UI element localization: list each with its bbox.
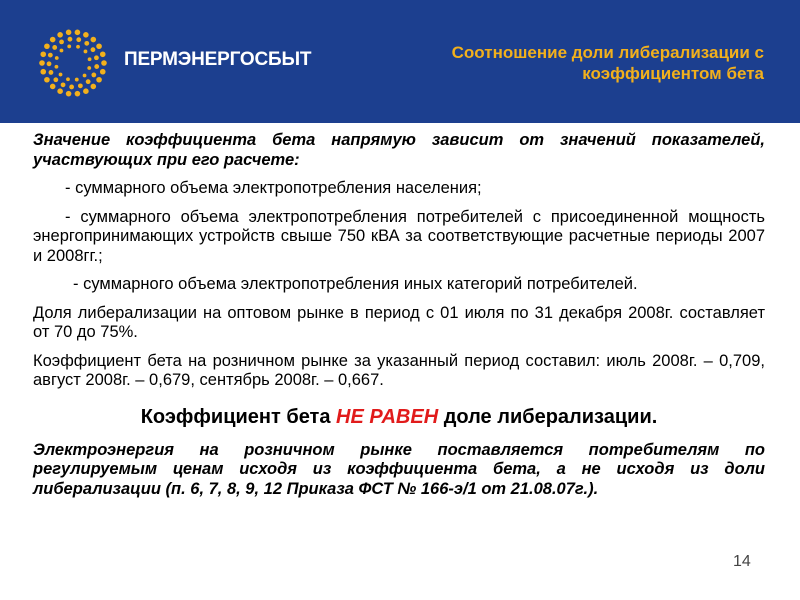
logo-dot [91,37,97,43]
logo-dot [91,47,96,52]
key-statement-highlight: НЕ РАВЕН [336,405,439,428]
logo-dot [100,51,106,57]
logo-dot [57,88,63,94]
logo-dot [96,77,102,83]
logo-dot [52,45,57,50]
logo-dot [75,30,81,36]
logo-dot [83,88,89,94]
logo-dot [60,49,64,53]
logo-dot [59,73,63,77]
header-bar [0,0,800,123]
logo-dot [91,84,97,90]
logo-dot [53,77,58,82]
logo-dot [94,64,99,69]
brand-name: ПЕРМЭНЕРГОСБЫТ [124,49,312,70]
logo-dot [66,77,70,81]
bullet-other-consumers: - суммарного объема электропотребления иных категорий потребителей. [73,275,638,293]
logo-dot [44,77,50,83]
logo-dot [66,30,72,36]
key-statement-part1: Коэффициент бета [140,405,337,428]
logo-dot [44,43,50,49]
logo-dot [91,73,96,78]
logo-dot [55,65,59,69]
logo-dot [96,43,102,49]
logo-dot [75,78,79,82]
logo-dot [67,45,71,49]
key-statement-part3: доле либерализации. [438,405,658,428]
liberalization-share-text: Доля либерализации на оптовом рынке в период с 01 июля по 31 декабря 2008г. составляет от 70 до 75%. [33,303,765,341]
key-statement [33,405,765,429]
beta-values-text: Коэффициент бета на розничном рынке за указанный период составил: июль 2008г. – 0,709, август 2008г. – 0,679, сентябрь 2008г. – 0,667. [33,351,765,389]
logo-dot [39,60,45,66]
logo-dot [100,69,106,75]
logo-dot [61,82,66,87]
logo-dot [101,60,107,66]
slide-body [33,131,765,508]
logo-dot [86,79,91,84]
logo-dot [49,70,54,75]
slide-title: Соотношение доли либерализации с коэффициентом бета [451,43,764,83]
bullet-large-consumers: - суммарного объема электропотребления потребителей с присоединенной мощность энергопринимающих устройств свыше 750 кВА за соответствующие расчетные периоды 2007 и 2008гг.; [33,207,765,265]
logo-dot [83,32,89,38]
logo-dot [83,74,87,78]
sun-logo-icon [38,28,108,98]
page-number: 14 [733,553,751,570]
intro-text: Значение коэффициента бета напрямую зависит от значений показателей, участвующих при его расчете: [33,131,765,169]
logo-dot [84,50,88,54]
closing-text: Электроэнергия на розничном рынке поставляется потребителям по регулируемым ценам исходя из коэффициента бета, а не исходя из доли либерализации (п. 6, 7, 8, 9, 12 Приказа ФСТ № 166-э/1 от 21.08.07г.). [33,440,765,498]
logo-dot [88,57,92,61]
logo-dot [47,61,52,66]
logo-dot [84,41,89,46]
logo-dot [76,45,80,49]
logo-dot [76,37,81,42]
logo-dot [59,40,64,45]
logo-dot [94,55,99,60]
logo-dot [66,91,72,97]
bullet-population: - суммарного объема электропотребления населения; [65,179,482,197]
logo-dot [48,53,53,58]
logo-dot [55,56,59,60]
logo-dot [87,66,91,70]
logo-dot [50,37,56,43]
logo-dot [57,32,63,38]
logo-dot [78,83,83,88]
logo-dot [75,91,81,97]
logo-dot [69,85,74,90]
logo-dot [40,69,46,75]
logo-dot [40,51,46,57]
logo-dot [68,37,73,42]
logo-dot [50,84,56,90]
